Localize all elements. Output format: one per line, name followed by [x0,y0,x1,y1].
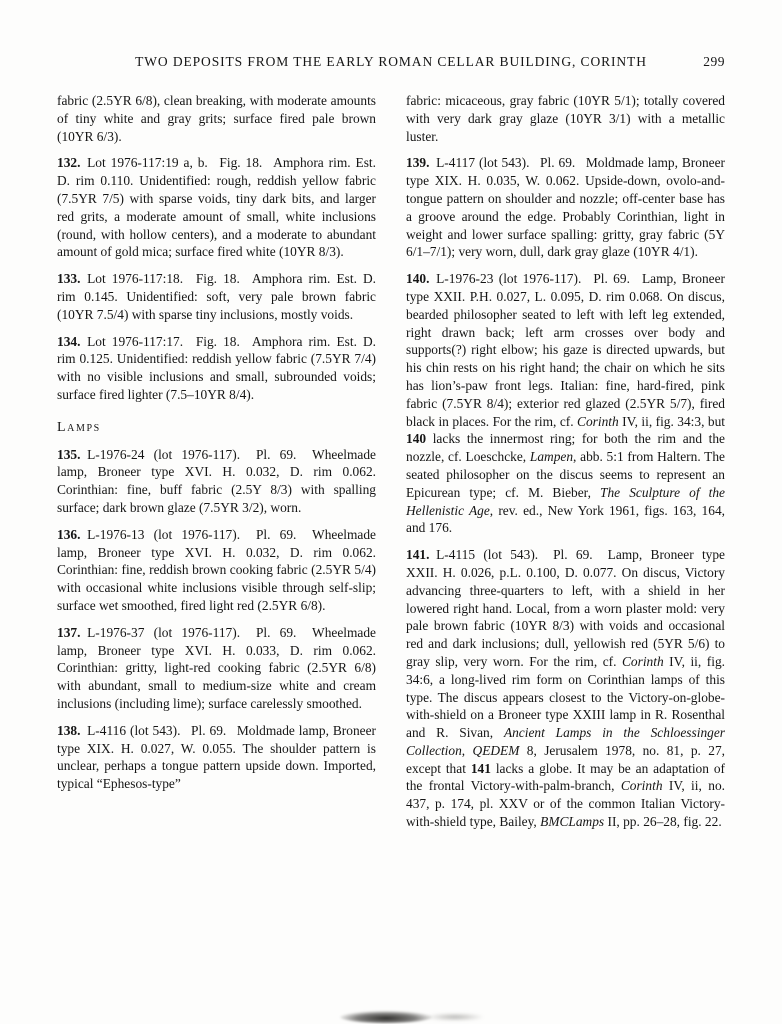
text-run: 132. [57,155,81,171]
text-run: L-4115 (lot 543). Pl. 69. Lamp, Broneer type XXII. H. 0.026, p.L. 0.100, D. 0.077. On discus, Victory advancing three-quarters to left, with a shield in her lowered right hand. Local, from a worn plaster mold: very pale brown fabric (10YR 8/3) with voids and occasional red and dark inclusions; dull, yellowish red (5YR 5/6) to gray slip, very worn. For the rim, cf. [406,547,725,669]
right-column [406,92,725,840]
text-run: L-1976-13 (lot 1976-117). Pl. 69. Wheelmade lamp, Broneer type XVI. H. 0.032, D. rim 0.062. Corinthian: fine, reddish brown cooking fabric (2.5YR 5/4) with occasional white inclusions visible through self-slip; surface wet smoothed, fired light red (2.5YR 6/8). [57,526,376,613]
text-run: 141 [470,760,491,776]
text-run: The Sculpture of the Hellenistic Age [406,484,725,518]
text-run: L-1976-37 (lot 1976-117). Pl. 69. Wheelmade lamp, Broneer type XVI. H. 0.033, D. rim 0.062. Corinthian: gritty, light-red cooking fabric (2.5YR 6/8) with abundant, small to medium-size white and cream inclusions (including lime); surface carelessly smoothed. [57,624,376,711]
text-run: Lot 1976-117:17. Fig. 18. Amphora rim. Est. D. rim 0.125. Unidentified: reddish yellow fabric (7.5YR 7/4) with no visible inclusions and small, subrounded voids; surface fired lighter (7.5–10YR 8/4). [57,333,376,402]
text-run: , [461,742,473,758]
text-run: II, pp. 26–28, fig. 22. [604,814,722,830]
text-run: Lot 1976-117:18. Fig. 18. Amphora rim. Est. D. rim 0.145. Unidentified: soft, very pale brown fabric (10YR 7.5/4) with sparse tiny inclusions, mostly voids. [57,271,376,322]
section-heading [57,419,376,437]
text-run: , abb. 5:1 from Haltern. The seated philosopher on the discus seems to represent an Epicurean type; cf. M. Bieber, [406,449,725,500]
text-run: L-4116 (lot 543). Pl. 69. Moldmade lamp, Broneer type XIX. H. 0.027, W. 0.055. The shoulder pattern is unclear, perhaps a tongue pattern upside down. Imported, typical “Ephesos-type” [57,722,376,792]
text-run: IV, ii, no. 437, p. 174, pl. XXV or of the common Italian Victory-with-shield type, Bailey, [406,778,725,830]
text-run: BMCLamps [540,814,605,830]
text-run: Corinth [577,413,619,429]
catalog-entry [57,446,376,517]
text-run: L-1976-24 (lot 1976-117). Pl. 69. Wheelmade lamp, Broneer type XVI. H. 0.032, D. rim 0.062. Corinthian: fine, buff fabric (2.5Y 8/3) with spalling surface; dark brown glaze (7.5YR 3/2), worn. [57,446,376,515]
catalog-entry [406,546,725,831]
text-run: 135. [57,446,81,462]
text-run: 8, Jerusalem 1978, no. 81, p. 27, except that [406,742,726,776]
scan-smudge-dark [340,1011,432,1023]
text-run: Ancient Lamps in the Schloessinger Collection [406,725,725,758]
running-title: TWO DEPOSITS FROM THE EARLY ROMAN CELLAR BUILDING, CORINTH [135,54,647,69]
text-run: Lamps [57,419,101,435]
catalog-entry [57,624,376,713]
page-number: 299 [703,54,725,69]
scan-smudge-light [425,1013,485,1021]
catalog-entry [57,270,376,323]
text-run: 133. [57,271,81,287]
running-head [57,54,725,74]
text-run: lacks a globe. It may be an adaptation of the frontal Victory-with-palm-branch, [406,760,726,794]
text-run: IV, ii, fig. 34:6, a long-lived rim form on Corinthian lamps of this type. The discus appears closest to the Victory-on-globe-with-shield on a Broneer type XXIII lamp in R. Rosenthal and R. Sivan, [406,653,725,741]
text-run: lacks the innermost ring; for both the rim and the nozzle, cf. Loeschcke, [406,431,725,465]
text-columns [57,92,725,840]
text-run: Lampen [529,449,574,465]
text-run: Corinth [621,653,664,669]
text-run: 141. [406,547,430,563]
text-run: 138. [57,722,81,738]
text-run: L-1976-23 (lot 1976-117). Pl. 69. Lamp, Broneer type XXII. P.H. 0.027, L. 0.095, D. rim 0.068. On discus, bearded philosopher seated to left with left leg extended, right drawn back; left arm crosses over body and supports(?) right elbow; his gaze is directed upwards, but his chin rests on his right hand; the chair on which he sits has lion’s-paw front legs. Italian: fine, hard-fired, pink fabric (7.5YR 8/4); exterior red glazed (2.5YR 5/7), fired black in places. For the rim, cf. [406,271,725,429]
text-run: 140 [406,431,427,447]
catalog-entry [57,333,376,404]
catalog-entry [57,154,376,261]
catalog-entry [406,154,725,261]
text-run: fabric (2.5YR 6/8), clean breaking, with moderate amounts of tiny white and gray grits; surface fired pale brown (10YR 6/3). [57,93,376,144]
text-run: L-4117 (lot 543). Pl. 69. Moldmade lamp, Broneer type XIX. H. 0.035, W. 0.062. Upside-down, ovolo-and-tongue pattern on shoulder and nozzle; off-center base has a groove around the edge. Probably Corinthian, light in weight and lower surface spalling: gritty, gray fabric (5Y 6/1–7/1); very worn, dull, dark gray glaze (10YR 4/1). [406,155,725,260]
paragraph [57,92,376,145]
text-run: Lot 1976-117:19 a, b. Fig. 18. Amphora rim. Est. D. rim 0.110. Unidentified: rough, reddish yellow fabric (7.5YR 7/5) with sparse voids, tiny dark bits, and larger red grits, a moderate amount of small, white inclusions (round, with hollow centers), and a moderate to abundant amount of gold mica; surface fired white (10YR 8/3). [57,155,376,260]
text-run: 137. [57,624,81,640]
text-run: 140. [406,271,430,287]
left-column [57,92,376,840]
text-run: 134. [57,333,81,349]
text-run: IV, ii, fig. 34:3, but [618,413,726,429]
text-run: 139. [406,155,430,171]
catalog-entry [57,526,376,615]
text-run: Corinth [620,778,663,794]
text-run: , rev. ed., New York 1961, figs. 163, 164, and 176. [406,502,725,536]
text-run: QEDEM [472,742,520,758]
catalog-entry [57,722,376,793]
text-run: 136. [57,526,81,542]
catalog-entry [406,270,725,537]
paragraph [406,92,725,145]
text-run: fabric: micaceous, gray fabric (10YR 5/1); totally covered with very dark gray glaze (10YR 3/1) with a metallic luster. [406,93,725,144]
